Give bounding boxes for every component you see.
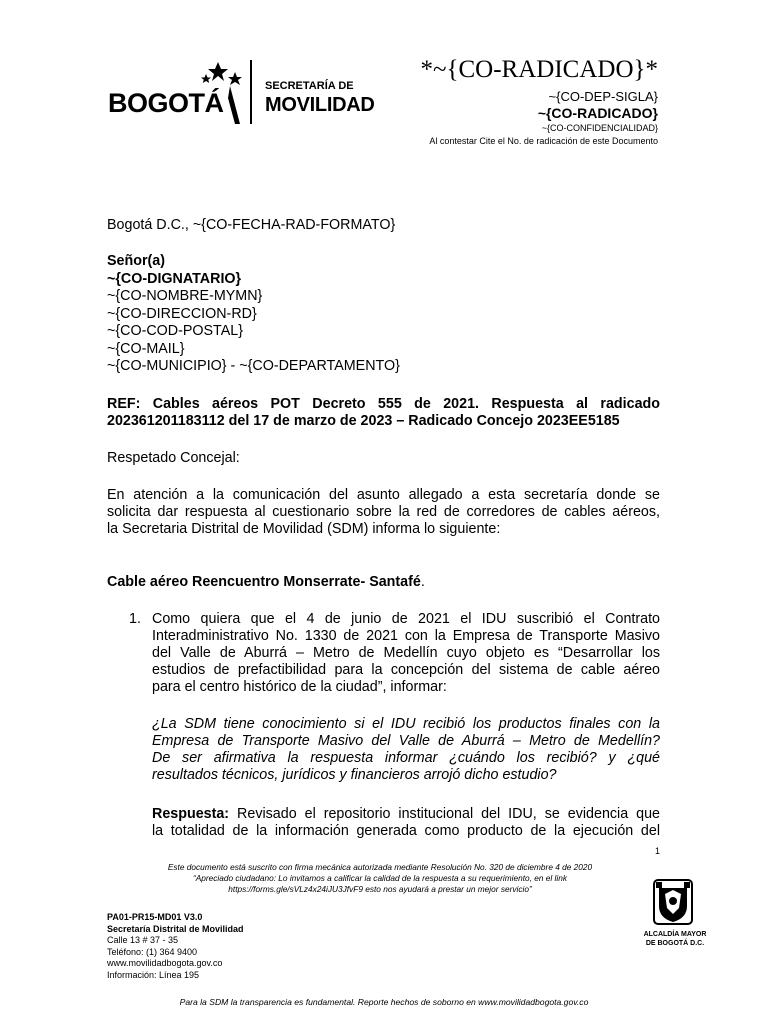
section-title <box>107 574 425 591</box>
ref-line1: : Cables aéreos POT Decreto 555 de 2021. Respuesta al radicado <box>135 396 660 412</box>
recipient-block <box>107 253 400 376</box>
question-paragraph <box>152 716 660 784</box>
entity-name: Secretaría Distrital de Movilidad <box>107 923 244 934</box>
phone: Teléfono: (1) 364 9400 <box>107 946 198 957</box>
dep-sigla: ~{CO-DEP-SIGLA} <box>548 89 658 104</box>
question-line: ¿La SDM tiene conocimiento si el IDU recibió los productos finales con la <box>152 716 660 732</box>
recipient-nombre: ~{CO-NOMBRE-MYMN} <box>107 288 263 304</box>
answer-line2: la totalidad de la información generada como producto de la ejecución del <box>152 823 660 839</box>
notice-line: Este documento está suscrito con firma mecánica autorizada mediante Resolución No. 320 de diciembre 4 de 2020 <box>167 862 593 872</box>
question-line: Empresa de Transporte Masivo del Valle de Aburrá – Metro de Medellín? <box>152 733 660 749</box>
website-link[interactable]: www.movilidadbogota.gov.co <box>107 958 223 968</box>
item-line: estudios de prefactibilidad para la concepción del sistema de cable aéreo <box>152 662 660 678</box>
logo-divider <box>250 60 252 124</box>
answer-paragraph <box>152 806 660 840</box>
question-line: De ser afirmativa la respuesta informar ¿cuándo los recibió? y ¿qué <box>152 750 660 766</box>
transparency-note: Para la SDM la transparencia es fundamental. Reporte hechos de soborno en www.movilidadbogota.gov.co <box>179 997 589 1007</box>
item-line: Como quiera que el 4 de junio de 2021 el IDU suscribió el Contrato <box>152 611 660 627</box>
footer-notice <box>100 862 660 895</box>
address: Calle 13 # 37 - 35 <box>107 935 179 945</box>
item-paragraph <box>152 611 660 696</box>
al-contestar-note: Al contestar Cite el No. de radicación de este Documento <box>429 136 658 146</box>
radicado-number: *~{CO-RADICADO}* <box>420 56 658 83</box>
notice-line: https://forms.gle/sVLz4x24iJU3JfvF9 esto nos ayudará a prestar un mejor servicio” <box>228 884 532 894</box>
intro-line: la Secretaria Distrital de Movilidad (SDM) informa lo siguiente: <box>107 521 501 537</box>
notice-line: “Apreciado ciudadano: Lo invitamos a calificar la calidad de la respuesta a su requerimiento, en el link <box>192 873 568 883</box>
bogota-coat-of-arms-icon <box>650 878 696 928</box>
alcaldia-line1: ALCALDÍA MAYOR <box>643 931 707 938</box>
greeting: Respetado Concejal: <box>107 450 240 466</box>
recipient-cod-postal: ~{CO-COD-POSTAL} <box>107 323 243 339</box>
intro-line: En atención a la comunicación del asunto allegado a esta secretaría donde se <box>107 487 660 503</box>
answer-line1: Revisado el repositorio institucional del IDU, se evidencia que <box>229 806 660 822</box>
item-line: Interadministrativo No. 1330 de 2021 con la Empresa de Transporte Masivo <box>152 628 660 644</box>
confidencialidad: ~{CO-CONFIDENCIALIDAD} <box>541 123 658 133</box>
doc-code: PA01-PR15-MD01 V3.0 <box>107 912 203 922</box>
page-number: 1 <box>655 846 661 856</box>
info-line: Información: Línea 195 <box>107 969 200 980</box>
alcaldia-label <box>640 930 710 948</box>
logo-word: BOGOTÁ <box>108 88 224 118</box>
ref-line2: 202361201183112 del 17 de marzo de 2023 – Radicado Concejo 2023EE5185 <box>107 413 620 429</box>
recipient-mail: ~{CO-MAIL} <box>107 340 185 357</box>
section-title-text: Cable aéreo Reencuentro Monserrate- Santafé <box>107 574 421 590</box>
sdm-logo <box>108 58 375 128</box>
item-number: 1. <box>129 611 141 627</box>
item-line: para el centro histórico de la ciudad”, informar: <box>152 679 447 695</box>
section-title-period: . <box>420 574 425 590</box>
recipient-salutation: Señor(a) <box>107 253 165 269</box>
recipient-municipio: ~{CO-MUNICIPIO} - ~{CO-DEPARTAMENTO} <box>107 358 400 374</box>
alcaldia-line2: DE BOGOTÁ D.C. <box>645 940 705 947</box>
footer-contact <box>107 912 244 981</box>
intro-paragraph <box>107 487 660 538</box>
answer-label: Respuesta: <box>152 806 230 822</box>
question-line: resultados técnicos, jurídicos y financieros arrojó dicho estudio? <box>152 767 557 783</box>
logo-secretaria: SECRETARÍA DE <box>265 80 354 92</box>
ref-label: REF <box>107 396 136 412</box>
recipient-dignatario: ~{CO-DIGNATARIO} <box>107 270 242 287</box>
co-radicado: ~{CO-RADICADO} <box>537 105 658 121</box>
logo-stars-icon <box>200 58 250 128</box>
logo-movilidad: MOVILIDAD <box>265 94 375 116</box>
item-line: del Valle de Aburrá – Metro de Medellín cuyo objeto es “Desarrollar los <box>152 645 660 661</box>
reference-block <box>107 396 660 430</box>
place-date: Bogotá D.C., ~{CO-FECHA-RAD-FORMATO} <box>107 217 396 233</box>
intro-line: solicita dar respuesta al cuestionario sobre la red de corredores de cables aéreos, <box>107 504 660 520</box>
recipient-direccion: ~{CO-DIRECCION-RD} <box>107 305 257 322</box>
